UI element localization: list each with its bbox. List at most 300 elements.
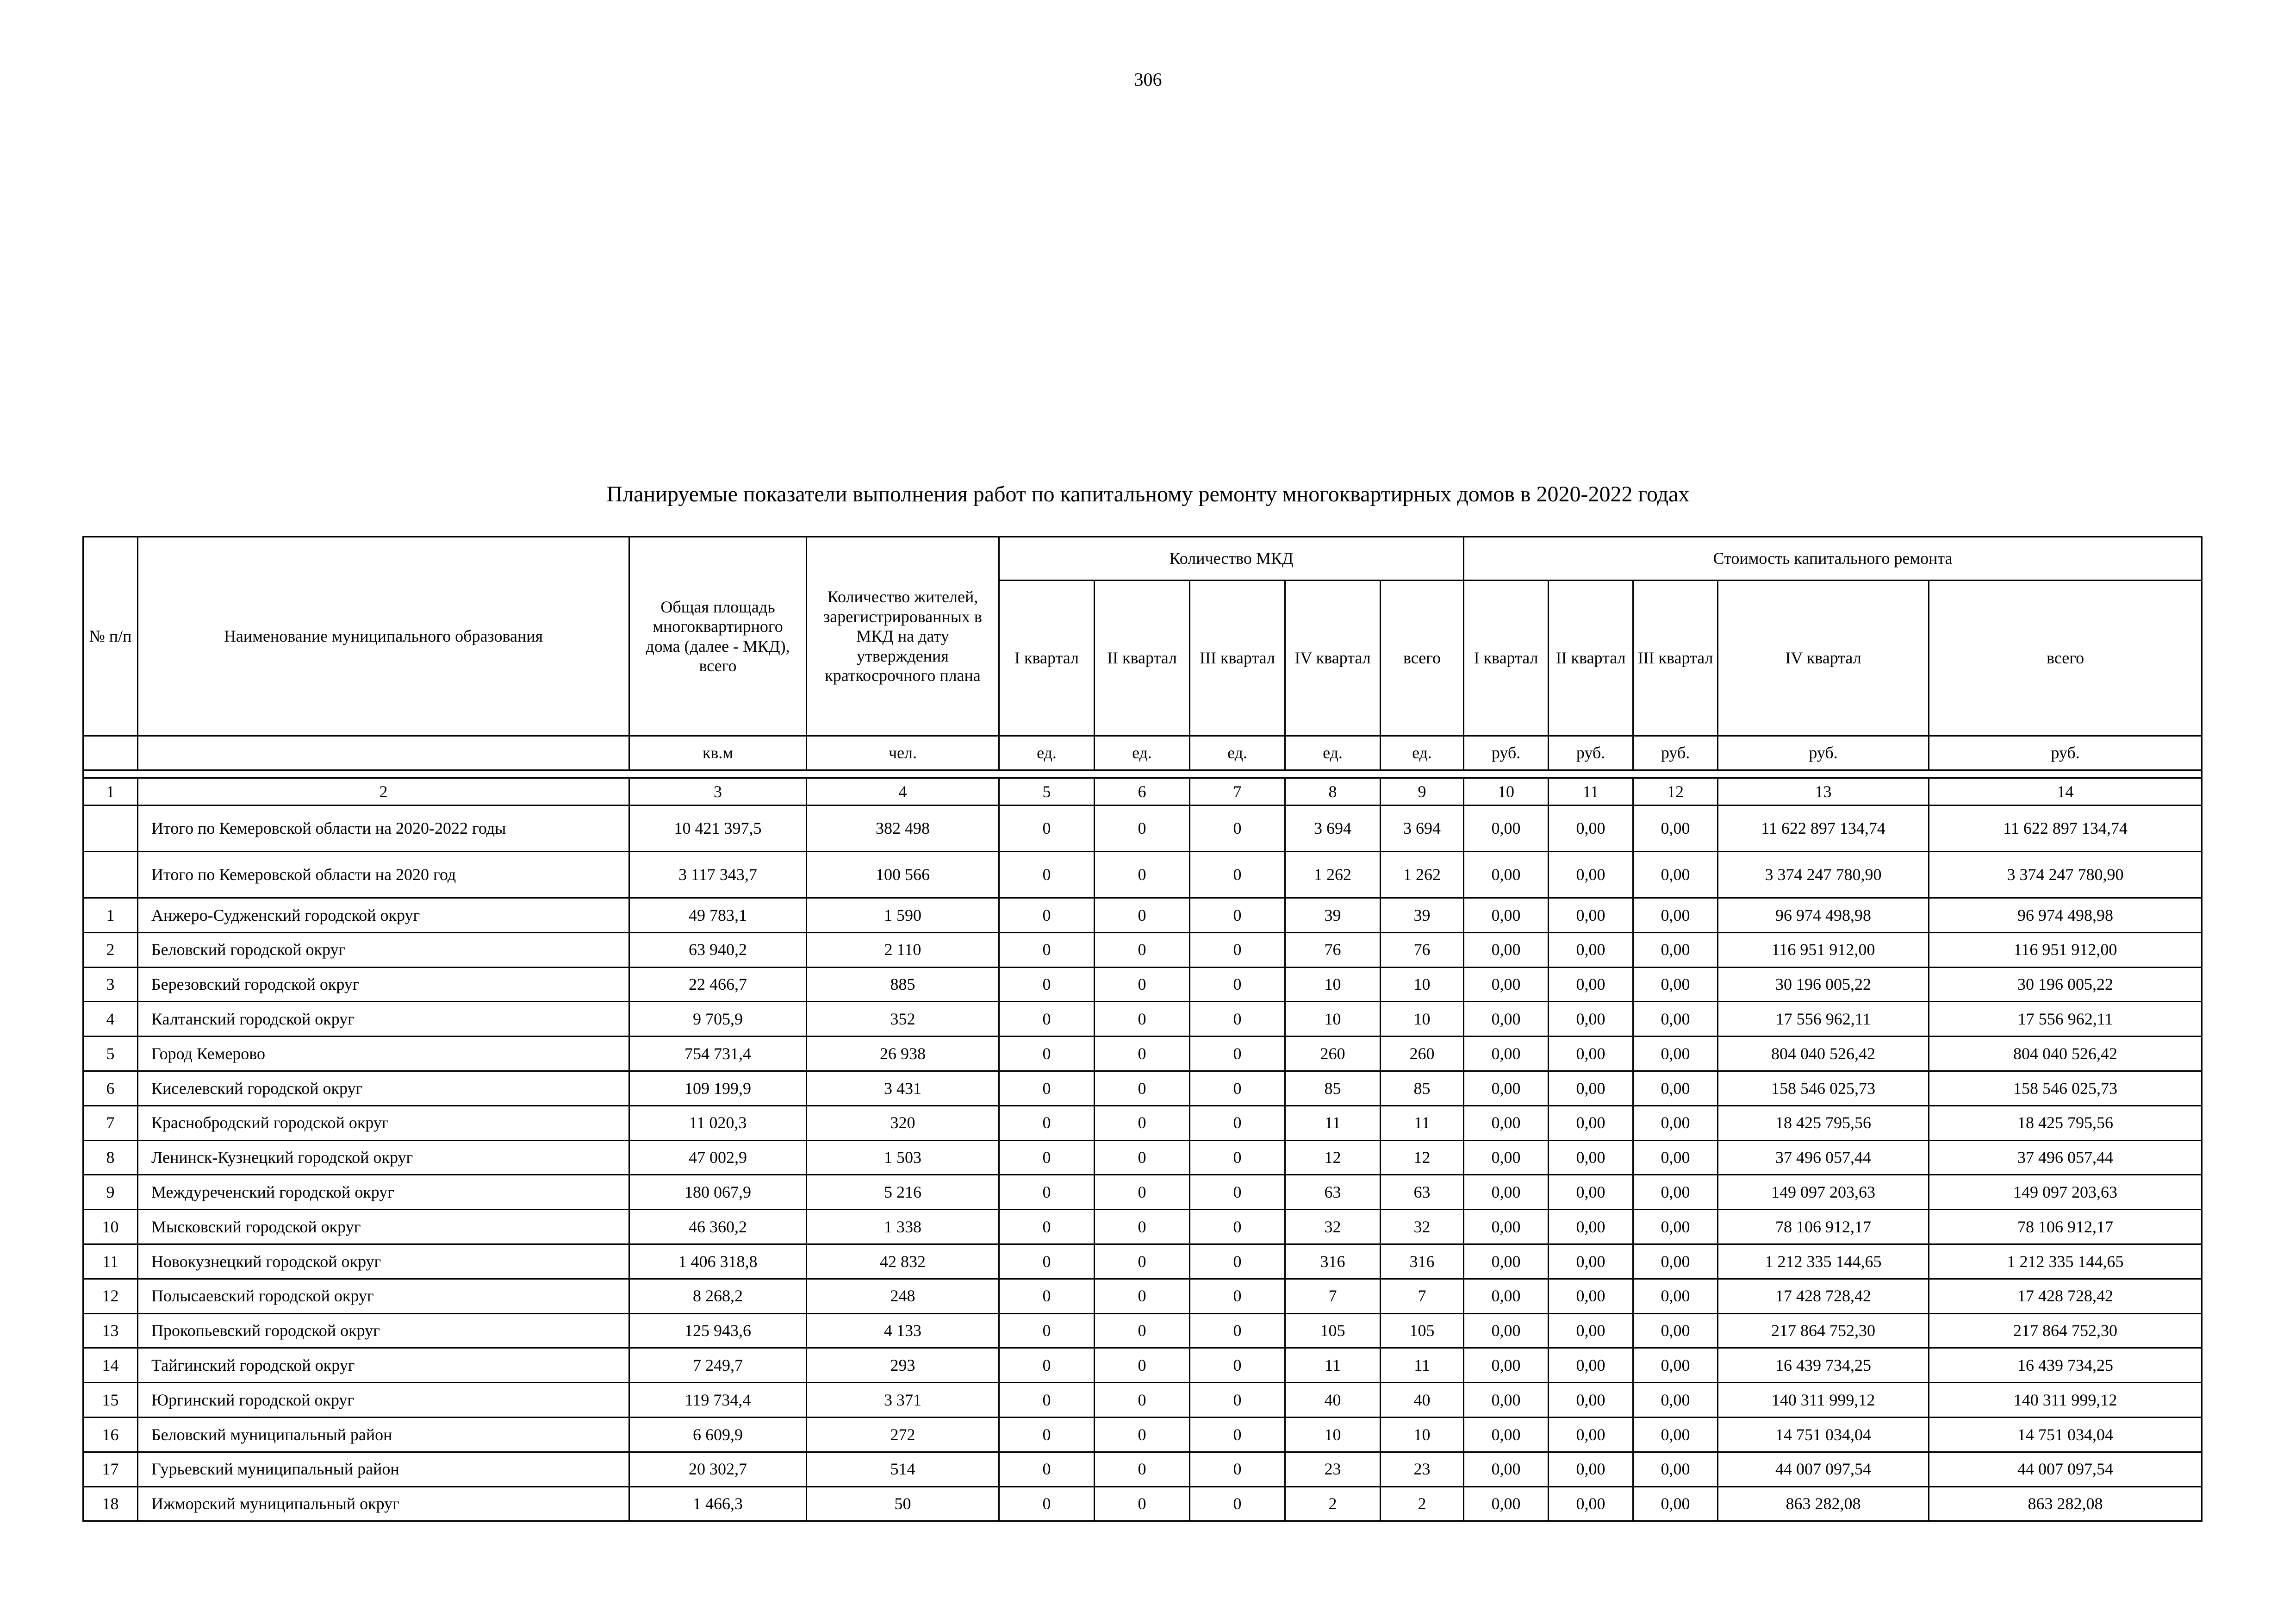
table-cell: 23 xyxy=(1285,1452,1381,1487)
table-cell: 6 609,9 xyxy=(629,1417,807,1452)
table-cell: Калтанский городской округ xyxy=(138,1002,629,1037)
table-cell: 0,00 xyxy=(1464,1313,1549,1348)
table-cell: 3 371 xyxy=(807,1383,999,1418)
table-cell: Итого по Кемеровской области на 2020 год xyxy=(138,852,629,898)
table-cell: 10 xyxy=(1464,778,1549,806)
table-cell: 1 xyxy=(83,778,138,806)
table-cell: 9 xyxy=(83,1175,138,1210)
table-cell: 17 556 962,11 xyxy=(1929,1002,2202,1037)
table-cell: 0 xyxy=(999,852,1095,898)
table-cell: Юргинский городской округ xyxy=(138,1383,629,1418)
table-cell: 0,00 xyxy=(1464,806,1549,852)
table-cell: 2 xyxy=(1381,1487,1464,1521)
table-cell: 1 503 xyxy=(807,1140,999,1175)
table-cell: 0 xyxy=(999,932,1095,967)
table-cell: 0,00 xyxy=(1549,1383,1633,1418)
table-cell: 12 xyxy=(1381,1140,1464,1175)
table-cell: 0,00 xyxy=(1549,1417,1633,1452)
table-cell: 5 xyxy=(83,1037,138,1071)
table-cell: Краснобродский городской округ xyxy=(138,1106,629,1140)
table-cell: 40 xyxy=(1285,1383,1381,1418)
table-cell: 863 282,08 xyxy=(1929,1487,2202,1521)
table-cell: 1 212 335 144,65 xyxy=(1718,1244,1929,1279)
total-row xyxy=(83,806,2202,852)
table-cell: 140 311 999,12 xyxy=(1929,1383,2202,1418)
table-cell: 0 xyxy=(1190,1313,1285,1348)
table-cell: 180 067,9 xyxy=(629,1175,807,1210)
table-cell: 11 xyxy=(1549,778,1633,806)
table-cell: 22 466,7 xyxy=(629,967,807,1002)
table-cell: 0 xyxy=(999,1175,1095,1210)
table-cell: 0,00 xyxy=(1549,1313,1633,1348)
header-cost-total: всего xyxy=(1929,581,2202,736)
table-cell: 0 xyxy=(999,1279,1095,1313)
table-cell: 7 xyxy=(1190,778,1285,806)
table-cell: 0,00 xyxy=(1464,1071,1549,1106)
table-cell: 0,00 xyxy=(1464,1244,1549,1279)
table-cell: 1 262 xyxy=(1381,852,1464,898)
table-cell: 0,00 xyxy=(1633,1106,1718,1140)
table-cell: 0 xyxy=(1190,806,1285,852)
table-cell: 0 xyxy=(999,1244,1095,1279)
table-cell: 0 xyxy=(999,1383,1095,1418)
table-cell: 0,00 xyxy=(1549,1140,1633,1175)
header-residents: Количество жителей, зарегистрированных в МКД на дату утверждения краткосрочного плана xyxy=(807,537,999,736)
table-cell: 217 864 752,30 xyxy=(1718,1313,1929,1348)
table-cell: 0,00 xyxy=(1633,1175,1718,1210)
table-cell: 0,00 xyxy=(1549,898,1633,933)
table-cell: 1 338 xyxy=(807,1210,999,1244)
table-cell: 0,00 xyxy=(1464,1002,1549,1037)
table-cell: Мысковский городской округ xyxy=(138,1210,629,1244)
table-cell: 85 xyxy=(1381,1071,1464,1106)
header-separator xyxy=(83,770,2202,778)
table-cell: 272 xyxy=(807,1417,999,1452)
table-cell: 0 xyxy=(1190,1140,1285,1175)
table-cell: 0 xyxy=(1190,1037,1285,1071)
table-cell: 0 xyxy=(1190,1417,1285,1452)
table-row xyxy=(83,1037,2202,1071)
table-cell: 0,00 xyxy=(1549,1452,1633,1487)
table-cell: 0,00 xyxy=(1633,1002,1718,1037)
table-cell: 0 xyxy=(1095,1348,1190,1383)
table-row xyxy=(83,1487,2202,1521)
table-cell: 0 xyxy=(1095,1175,1190,1210)
table-cell: 0,00 xyxy=(1464,1279,1549,1313)
table-cell: 78 106 912,17 xyxy=(1718,1210,1929,1244)
table-cell: 4 xyxy=(807,778,999,806)
table-cell: 39 xyxy=(1285,898,1381,933)
table-cell: 0,00 xyxy=(1549,806,1633,852)
table-cell: 11 xyxy=(1381,1348,1464,1383)
table-cell: 0,00 xyxy=(1464,1417,1549,1452)
table-cell: Город Кемерово xyxy=(138,1037,629,1071)
table-row xyxy=(83,1210,2202,1244)
header-cost-q1: I квартал xyxy=(1464,581,1549,736)
table-row xyxy=(83,1452,2202,1487)
table-cell: 9 xyxy=(1381,778,1464,806)
column-number-row xyxy=(83,778,2202,806)
unit-count-total: ед. xyxy=(1381,736,1464,770)
table-cell: 1 590 xyxy=(807,898,999,933)
page-number: 306 xyxy=(1134,69,1162,90)
table-cell: 0 xyxy=(1095,898,1190,933)
table-cell: 0 xyxy=(999,1452,1095,1487)
table-cell: 13 xyxy=(83,1313,138,1348)
table-cell: 0 xyxy=(1190,932,1285,967)
table-cell: 0 xyxy=(1095,1383,1190,1418)
table-cell: 0 xyxy=(1190,1071,1285,1106)
table-cell: 0,00 xyxy=(1549,1487,1633,1521)
table-cell: 116 951 912,00 xyxy=(1718,932,1929,967)
unit-rub-q4: руб. xyxy=(1718,736,1929,770)
header-name: Наименование муниципального образования xyxy=(138,537,629,736)
table-cell: 0,00 xyxy=(1464,932,1549,967)
table-cell: 14 xyxy=(83,1348,138,1383)
table-cell: 140 311 999,12 xyxy=(1718,1383,1929,1418)
table-cell: 30 196 005,22 xyxy=(1718,967,1929,1002)
table-cell: 248 xyxy=(807,1279,999,1313)
table-cell: 0 xyxy=(1095,1140,1190,1175)
document-title: Планируемые показатели выполнения работ по капитальному ремонту многоквартирных домов в 2020-2022 годах xyxy=(606,482,1690,506)
table-cell: 125 943,6 xyxy=(629,1313,807,1348)
table-cell: 3 xyxy=(83,967,138,1002)
table-cell: 105 xyxy=(1381,1313,1464,1348)
table-row xyxy=(83,932,2202,967)
table-cell: 78 106 912,17 xyxy=(1929,1210,2202,1244)
table-cell: 0 xyxy=(999,1313,1095,1348)
table-cell: 17 428 728,42 xyxy=(1929,1279,2202,1313)
header-cost-group: Стоимость капитального ремонта xyxy=(1464,537,2202,581)
table-cell: 804 040 526,42 xyxy=(1929,1037,2202,1071)
table-cell: 46 360,2 xyxy=(629,1210,807,1244)
table-cell: Прокопьевский городской округ xyxy=(138,1313,629,1348)
table-cell: 17 556 962,11 xyxy=(1718,1002,1929,1037)
table-cell: 0 xyxy=(1095,806,1190,852)
table-cell: 0,00 xyxy=(1464,1175,1549,1210)
unit-count-q1: ед. xyxy=(999,736,1095,770)
table-cell: 0 xyxy=(999,898,1095,933)
table-cell: 5 xyxy=(999,778,1095,806)
table-cell: 2 xyxy=(138,778,629,806)
table-cell: 1 262 xyxy=(1285,852,1381,898)
table-cell: 116 951 912,00 xyxy=(1929,932,2202,967)
table-cell: 14 xyxy=(1929,778,2202,806)
capital-repair-table xyxy=(82,536,2203,1522)
header-area: Общая площадь многоквартирного дома (далее - МКД), всего xyxy=(629,537,807,736)
table-cell: 149 097 203,63 xyxy=(1929,1175,2202,1210)
table-cell: 16 439 734,25 xyxy=(1718,1348,1929,1383)
table-cell: 316 xyxy=(1381,1244,1464,1279)
table-cell: 17 428 728,42 xyxy=(1718,1279,1929,1313)
table-cell: 3 694 xyxy=(1285,806,1381,852)
table-cell: 63 xyxy=(1381,1175,1464,1210)
table-cell: 5 216 xyxy=(807,1175,999,1210)
table-cell: 0,00 xyxy=(1633,932,1718,967)
table-cell: 10 xyxy=(83,1210,138,1244)
table-cell: 0,00 xyxy=(1549,1071,1633,1106)
table-cell: 0 xyxy=(1095,1106,1190,1140)
table-cell: 514 xyxy=(807,1452,999,1487)
table-cell: 15 xyxy=(83,1383,138,1418)
table-cell: 0,00 xyxy=(1633,1244,1718,1279)
table-cell: 40 xyxy=(1381,1383,1464,1418)
unit-count-q4: ед. xyxy=(1285,736,1381,770)
header-cost-q2: II квартал xyxy=(1549,581,1633,736)
table-cell: 0 xyxy=(1095,967,1190,1002)
table-cell: Новокузнецкий городской округ xyxy=(138,1244,629,1279)
table-cell: 11 xyxy=(1285,1348,1381,1383)
table-cell: 293 xyxy=(807,1348,999,1383)
table-cell: 0 xyxy=(999,1002,1095,1037)
table-cell: 0 xyxy=(1095,1313,1190,1348)
table-cell: 0,00 xyxy=(1633,1037,1718,1071)
table-cell: 0,00 xyxy=(1633,1210,1718,1244)
table-cell: 1 466,3 xyxy=(629,1487,807,1521)
table-row xyxy=(83,1348,2202,1383)
table-cell: Анжеро-Судженский городской округ xyxy=(138,898,629,933)
table-cell: 0 xyxy=(1190,1210,1285,1244)
table-cell: Тайгинский городской округ xyxy=(138,1348,629,1383)
table-cell: 3 117 343,7 xyxy=(629,852,807,898)
table-cell: 12 xyxy=(1285,1140,1381,1175)
table-cell: Ленинск-Кузнецкий городской округ xyxy=(138,1140,629,1175)
table-cell: 0 xyxy=(1095,1244,1190,1279)
table-cell: 13 xyxy=(1718,778,1929,806)
table-cell: 20 302,7 xyxy=(629,1452,807,1487)
table-row xyxy=(83,1106,2202,1140)
header-mkd-q3: III квартал xyxy=(1190,581,1285,736)
table-cell: 260 xyxy=(1381,1037,1464,1071)
table-cell: 0,00 xyxy=(1549,967,1633,1002)
table-cell: 0 xyxy=(1095,1487,1190,1521)
table-cell: 0,00 xyxy=(1549,1210,1633,1244)
table-cell: 0 xyxy=(999,1417,1095,1452)
table-cell: 0 xyxy=(999,806,1095,852)
table-cell: 96 974 498,98 xyxy=(1718,898,1929,933)
table-cell: 10 421 397,5 xyxy=(629,806,807,852)
table-cell: 100 566 xyxy=(807,852,999,898)
table-cell: 0,00 xyxy=(1464,898,1549,933)
table-cell: 7 249,7 xyxy=(629,1348,807,1383)
table-cell: 0 xyxy=(1190,1106,1285,1140)
table-cell: 0,00 xyxy=(1549,1106,1633,1140)
table-cell: 8 xyxy=(83,1140,138,1175)
table-cell: 0 xyxy=(999,1487,1095,1521)
table-cell: 0 xyxy=(1190,898,1285,933)
table-cell: 9 705,9 xyxy=(629,1002,807,1037)
unit-name-blank xyxy=(138,736,629,770)
table-cell: 44 007 097,54 xyxy=(1929,1452,2202,1487)
table-cell: Беловский муниципальный район xyxy=(138,1417,629,1452)
table-row xyxy=(83,967,2202,1002)
table-cell: 85 xyxy=(1285,1071,1381,1106)
table-cell: 76 xyxy=(1381,932,1464,967)
unit-count-q2: ед. xyxy=(1095,736,1190,770)
table-cell: 863 282,08 xyxy=(1718,1487,1929,1521)
table-cell: 0,00 xyxy=(1549,1348,1633,1383)
table-cell: 14 751 034,04 xyxy=(1718,1417,1929,1452)
table-cell: 23 xyxy=(1381,1452,1464,1487)
table-cell: 0,00 xyxy=(1549,1279,1633,1313)
table-cell: 1 212 335 144,65 xyxy=(1929,1244,2202,1279)
table-cell: 0,00 xyxy=(1633,852,1718,898)
table-cell: 0 xyxy=(1190,1348,1285,1383)
table-cell: 382 498 xyxy=(807,806,999,852)
table-cell: 0 xyxy=(1190,1452,1285,1487)
table-cell: 0 xyxy=(1095,1452,1190,1487)
table-cell: 11 xyxy=(83,1244,138,1279)
table-cell: 0,00 xyxy=(1464,1140,1549,1175)
table-row xyxy=(83,1279,2202,1313)
table-cell: 1 xyxy=(83,898,138,933)
table-cell: 42 832 xyxy=(807,1244,999,1279)
table-cell: Киселевский городской округ xyxy=(138,1071,629,1106)
table-cell: 11 622 897 134,74 xyxy=(1929,806,2202,852)
table-cell: 32 xyxy=(1381,1210,1464,1244)
table-cell: 50 xyxy=(807,1487,999,1521)
table-cell: 11 xyxy=(1285,1106,1381,1140)
table-cell: Полысаевский городской округ xyxy=(138,1279,629,1313)
table-cell: 0,00 xyxy=(1633,1452,1718,1487)
table-cell: 0 xyxy=(999,1210,1095,1244)
table-cell: 49 783,1 xyxy=(629,898,807,933)
table-cell: 32 xyxy=(1285,1210,1381,1244)
table-cell: Итого по Кемеровской области на 2020-2022 годы xyxy=(138,806,629,852)
table-cell: 12 xyxy=(1633,778,1718,806)
table-cell: 11 020,3 xyxy=(629,1106,807,1140)
table-body xyxy=(83,778,2202,1521)
table-cell: 14 751 034,04 xyxy=(1929,1417,2202,1452)
table-cell: 0,00 xyxy=(1633,1383,1718,1418)
table-cell: 18 425 795,56 xyxy=(1718,1106,1929,1140)
table-cell: 12 xyxy=(83,1279,138,1313)
table-cell: 2 xyxy=(1285,1487,1381,1521)
table-cell: 0 xyxy=(1095,1210,1190,1244)
table-cell: 0 xyxy=(1190,1244,1285,1279)
table-row xyxy=(83,1002,2202,1037)
table-cell: 0 xyxy=(1095,1279,1190,1313)
table-cell: 10 xyxy=(1381,967,1464,1002)
table-cell: 30 196 005,22 xyxy=(1929,967,2202,1002)
table-cell: 37 496 057,44 xyxy=(1929,1140,2202,1175)
table-cell: 158 546 025,73 xyxy=(1718,1071,1929,1106)
table-row xyxy=(83,1417,2202,1452)
table-cell: 0,00 xyxy=(1633,1313,1718,1348)
table-cell: 0,00 xyxy=(1464,1348,1549,1383)
table-cell: 0 xyxy=(1095,1002,1190,1037)
table-row xyxy=(83,1244,2202,1279)
table-cell: 0 xyxy=(1095,932,1190,967)
table-cell: 0,00 xyxy=(1549,1244,1633,1279)
table-cell: 0,00 xyxy=(1549,1002,1633,1037)
unit-rub-total: руб. xyxy=(1929,736,2202,770)
table-cell: 109 199,9 xyxy=(629,1071,807,1106)
table-cell: 2 xyxy=(83,932,138,967)
table-cell: 11 xyxy=(1381,1106,1464,1140)
table-cell: 0,00 xyxy=(1549,932,1633,967)
header-cost-q4: IV квартал xyxy=(1718,581,1929,736)
header-mkd-total: всего xyxy=(1381,581,1464,736)
table-cell: 0,00 xyxy=(1464,1210,1549,1244)
table-row xyxy=(83,1383,2202,1418)
table-cell: 10 xyxy=(1381,1002,1464,1037)
table-cell: 0,00 xyxy=(1633,898,1718,933)
table-cell: Гурьевский муниципальный район xyxy=(138,1452,629,1487)
table-cell: 39 xyxy=(1381,898,1464,933)
unit-people: чел. xyxy=(807,736,999,770)
table-cell: 3 431 xyxy=(807,1071,999,1106)
table-cell: 0,00 xyxy=(1464,1037,1549,1071)
header-num: № п/п xyxy=(83,537,138,736)
table-cell: 0,00 xyxy=(1549,1175,1633,1210)
table-cell xyxy=(83,806,138,852)
table-cell: 0 xyxy=(1190,852,1285,898)
table-cell: 0,00 xyxy=(1464,1106,1549,1140)
table-cell: 0 xyxy=(999,1140,1095,1175)
table-cell: 6 xyxy=(83,1071,138,1106)
table-cell: 96 974 498,98 xyxy=(1929,898,2202,933)
table-cell: 1 406 318,8 xyxy=(629,1244,807,1279)
header-mkd-q4: IV квартал xyxy=(1285,581,1381,736)
table-cell: 18 xyxy=(83,1487,138,1521)
table-cell: 0,00 xyxy=(1633,1071,1718,1106)
table-row xyxy=(83,1071,2202,1106)
table-cell: 7 xyxy=(1381,1279,1464,1313)
table-cell: 26 938 xyxy=(807,1037,999,1071)
table-cell: 16 439 734,25 xyxy=(1929,1348,2202,1383)
table-cell: 4 133 xyxy=(807,1313,999,1348)
table-cell: 0,00 xyxy=(1633,1348,1718,1383)
table-cell: 0 xyxy=(1190,1279,1285,1313)
table-cell: 105 xyxy=(1285,1313,1381,1348)
table-cell: 17 xyxy=(83,1452,138,1487)
table-cell: 44 007 097,54 xyxy=(1718,1452,1929,1487)
table-cell: 0,00 xyxy=(1633,1140,1718,1175)
table-cell: 4 xyxy=(83,1002,138,1037)
table-cell: 0 xyxy=(1190,967,1285,1002)
table-cell: 2 110 xyxy=(807,932,999,967)
table-cell: 11 622 897 134,74 xyxy=(1718,806,1929,852)
header-mkd-group: Количество МКД xyxy=(999,537,1464,581)
table-cell: 63 xyxy=(1285,1175,1381,1210)
table-cell: Ижморский муниципальный округ xyxy=(138,1487,629,1521)
table-cell: 0,00 xyxy=(1464,1452,1549,1487)
table-cell: 0,00 xyxy=(1464,852,1549,898)
table-cell: 804 040 526,42 xyxy=(1718,1037,1929,1071)
table-cell: Березовский городской округ xyxy=(138,967,629,1002)
table-cell: Междуреченский городской округ xyxy=(138,1175,629,1210)
table-cell: 0,00 xyxy=(1633,1487,1718,1521)
total-row xyxy=(83,852,2202,898)
table-cell: 320 xyxy=(807,1106,999,1140)
table-cell: 0,00 xyxy=(1633,1417,1718,1452)
table-cell: 10 xyxy=(1285,1002,1381,1037)
table-cell: 0,00 xyxy=(1633,806,1718,852)
header-cost-q3: III квартал xyxy=(1633,581,1718,736)
table-row xyxy=(83,1140,2202,1175)
table-cell: 0 xyxy=(999,1071,1095,1106)
unit-area: кв.м xyxy=(629,736,807,770)
table-cell: 18 425 795,56 xyxy=(1929,1106,2202,1140)
header-mkd-q2: II квартал xyxy=(1095,581,1190,736)
table-cell: 0 xyxy=(1190,1002,1285,1037)
table-cell: 0 xyxy=(999,967,1095,1002)
table-cell: 10 xyxy=(1381,1417,1464,1452)
table-cell: 352 xyxy=(807,1002,999,1037)
table-cell: 3 374 247 780,90 xyxy=(1929,852,2202,898)
table-cell: 10 xyxy=(1285,967,1381,1002)
